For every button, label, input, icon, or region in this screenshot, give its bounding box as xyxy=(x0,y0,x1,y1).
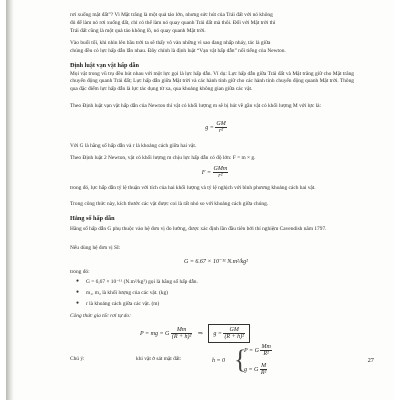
fraction xyxy=(260,363,267,376)
equation-line xyxy=(244,363,267,376)
fraction xyxy=(171,327,193,340)
paragraph: Theo Định luật vạn vật hấp dẫn của Newton thì vật có khối lượng m sẽ bị hút về gần vật có khối lượng M với lực là: xyxy=(70,103,322,109)
paragraph: Hằng số hấp dẫn G phụ thuộc vào hệ đơn vị đo lường, được xác định lần đầu tiên bởi thí nghiệm Cavendish năm 1797. xyxy=(70,226,327,232)
text-line: Vào buổi tối, khi nhìn lên bầu trời ta sẽ thấy vô vàn những vì sao đang nhấp nháy, tác là giữa xyxy=(70,40,271,46)
equation-lhs: g = xyxy=(213,330,222,337)
paragraph: trong đó, lực hấp dẫn tỷ lệ thuận với tích của hai khối lượng và tỷ lệ nghịch với bình phương khoảng cách hai vật. xyxy=(70,185,316,191)
list-item: G = 6,67 × 10⁻¹¹ (N.m²/kg²) gọi là hằng số hấp dẫn. xyxy=(86,279,198,285)
fraction-numerator: GM xyxy=(216,121,226,127)
paragraph: Theo Định luật 2 Newton, vật có khối lượng m chịu lực hấp dẫn có độ lớn: F = m × g. xyxy=(70,155,256,161)
book-page xyxy=(6,0,394,400)
equation-condition: h = 0 xyxy=(212,358,226,364)
fraction-numerator: Mm xyxy=(171,327,193,334)
paragraph: Công thức gia tốc rơi tự do: xyxy=(70,313,131,319)
equation-surface-gravity xyxy=(212,344,302,380)
equation-lhs: g = xyxy=(205,124,214,131)
equation-lhs: P = G xyxy=(244,347,259,354)
implies-arrow: ⇒ xyxy=(197,330,203,337)
fraction-denominator: R² xyxy=(260,370,267,376)
bullet-icon: ● xyxy=(76,290,80,295)
fraction xyxy=(213,166,229,179)
boxed-result xyxy=(208,324,250,343)
fraction-numerator: GMm xyxy=(213,166,228,172)
text-line: đủ để làm nó rơi xuống đất, chỉ có thể làm nó quay quanh Trái đất mà thôi. Đối với Mặt trời thì xyxy=(70,20,276,26)
section-heading: Định luật vạn vật hấp dẫn xyxy=(70,62,139,69)
text-line: chúng đều có lực hấp dẫn lẫn nhau. Đây chính là định luật “Vạn vật hấp dẫn” nổi tiếng của Newton. xyxy=(70,48,286,54)
equation-lhs: F = xyxy=(201,169,212,176)
fraction-denominator: R² xyxy=(263,351,269,357)
paragraph: Với G là hằng số hấp dẫn và r là khoảng cách giữa hai vật. xyxy=(70,143,197,149)
book-spine-shadow xyxy=(6,0,14,400)
fraction-denominator: (R + h)² xyxy=(224,334,244,340)
paragraph: Trong công thức này, kích thước các vật được coi là rất nhỏ so với khoảng cách giữa chúng. xyxy=(70,201,269,207)
note-label: Chú ý: xyxy=(70,356,85,362)
fraction xyxy=(260,344,271,357)
page-number: 27 xyxy=(367,357,374,364)
list-item: m₁, m₂ là khối lượng của các vật. (kg) xyxy=(86,290,168,296)
equation-free-fall xyxy=(140,324,300,343)
equation-lhs: g = G xyxy=(244,366,259,373)
bullet-icon: ● xyxy=(76,301,80,306)
text-line: Trái đất cũng là một quả táo không lồ, nó quay quanh Mặt trời. xyxy=(70,28,206,34)
paragraph: trong đó: xyxy=(70,269,90,275)
fraction xyxy=(223,327,245,340)
text-line: rơi xuống mặt đất”? Vì Mặt trăng là một quả táo lớn, nhưng sức hút của Trái đất với nó không xyxy=(70,12,273,18)
fraction-numerator: Mm xyxy=(261,344,271,350)
fraction-denominator: r² xyxy=(218,173,223,179)
section-heading: Hằng số hấp dẫn xyxy=(70,215,115,222)
fraction-numerator: M xyxy=(261,363,267,369)
paragraph: Nếu dùng hệ đơn vị SI: xyxy=(70,245,121,251)
fraction-denominator: (R + h)² xyxy=(171,334,192,340)
fraction-numerator: GM xyxy=(223,327,245,334)
bullet-icon: ● xyxy=(76,279,80,284)
fraction-denominator: r² xyxy=(218,128,224,134)
equation-gravitational-constant: G = 6.67 × 10⁻¹¹ N.m²/kg² xyxy=(184,259,248,265)
equation-lhs: P = mg = G xyxy=(140,330,170,337)
equation-line xyxy=(244,344,272,357)
note-text: khi vật ở sát mặt đất: xyxy=(136,356,182,362)
list-item: r là khoảng cách giữa các vật. (m) xyxy=(86,301,160,307)
fraction xyxy=(215,121,226,134)
equation-gravity-force xyxy=(172,166,258,179)
equation-gravity-acceleration xyxy=(176,121,256,134)
paragraph: Mọi vật trong vũ trụ đều hút nhau với một lực gọi là lực hấp dẫn. Ví dụ: Lực hấp dẫn giữa Trái đất và Mặt trăng giữ cho Mặt trăng chuyển động quanh Trái đất; Lực hấp dẫn giữa Mặt trời và các hành tinh giữ cho các hành tinh chuyển động quanh Mặt trời. Thông qua đặc điểm lực hấp dẫn là lực tác dụng từ xa, qua khoảng không gian giữa các vật. xyxy=(70,71,354,92)
curly-brace-icon: { xyxy=(234,345,247,374)
